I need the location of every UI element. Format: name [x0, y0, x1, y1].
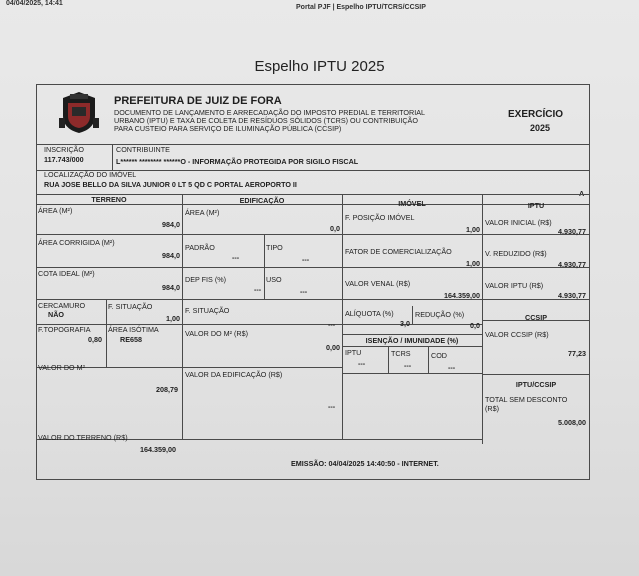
col-line [388, 346, 389, 373]
imovel-reducao-label: REDUÇÃO (%) [415, 310, 465, 319]
city-coat-of-arms-logo [59, 90, 99, 134]
section-iptu: IPTU [527, 201, 545, 210]
section-iptu-ccsip: IPTU/CCSIP [515, 380, 557, 389]
header-desc-3: PARA CUSTEIO PARA SERVIÇO DE ILUMINAÇÃO PÚBLICA (CCSIP) [114, 124, 342, 133]
isencao-tcrs-value: --- [404, 361, 412, 370]
localizacao-label: LOCALIZAÇÃO DO IMÓVEL [44, 170, 137, 179]
ccsip-valor-value: 77,23 [568, 349, 586, 358]
contribuinte-label: CONTRIBUINTE [116, 145, 170, 154]
edificacao-tipo-label: TIPO [266, 243, 283, 252]
border-bottom [36, 479, 590, 480]
isencao-iptu-value: --- [358, 359, 366, 368]
col-line [182, 194, 183, 439]
edificacao-f-situacao-value: --- [328, 320, 336, 329]
edificacao-valor-label: VALOR DA EDIFICAÇÃO (R$) [185, 370, 283, 379]
edificacao-area-value: 0,0 [330, 224, 340, 233]
terreno-cercamuro-label: CERCAMURO [38, 301, 86, 310]
imovel-f-posicao-value: 1,00 [466, 225, 480, 234]
edificacao-valor-m2-label: VALOR DO M² (R$) [185, 329, 248, 338]
terreno-cota-ideal-label: COTA IDEAL (M²) [38, 269, 95, 278]
terreno-area-corrigida-label: ÁREA CORRIGIDA (M²) [38, 238, 115, 247]
imovel-aliquota-label: ALÍQUOTA (%) [345, 309, 394, 318]
terreno-f-situacao-value: 1,00 [166, 314, 180, 323]
col-line [428, 346, 429, 373]
terreno-f-topografia-value: 0,80 [88, 335, 102, 344]
emissao: EMISSÃO: 04/04/2025 14:40:50 - INTERNET. [291, 459, 439, 468]
document-title: Espelho IPTU 2025 [254, 58, 385, 75]
section-imovel: IMÓVEL [398, 199, 426, 208]
edificacao-padrao-value: --- [232, 253, 240, 262]
col-line [342, 194, 343, 439]
row-line [342, 334, 482, 335]
imovel-valor-venal-value: 164.359,00 [444, 291, 480, 300]
terreno-valor-m2-label: VALOR DO M² [38, 363, 85, 372]
total-label-2: (R$) [485, 404, 499, 413]
col-line [264, 234, 265, 299]
terreno-cota-ideal-value: 984,0 [162, 283, 180, 292]
terreno-valor-m2-value: 208,79 [156, 385, 178, 394]
inscricao-value: 117.743/000 [44, 155, 84, 164]
edificacao-area-label: ÁREA (M²) [185, 208, 220, 217]
iptu-valor-iptu-value: 4.930,77 [558, 291, 586, 300]
contribuinte-value: L****** ******** ******O - INFORMAÇÃO PROTEGIDA POR SIGILO FISCAL [116, 157, 359, 166]
col-line [106, 299, 107, 367]
edificacao-dep-fis-value: --- [254, 285, 262, 294]
border-top [36, 84, 590, 85]
imovel-f-posicao-label: F. POSIÇÃO IMÓVEL [345, 213, 415, 222]
isencao-cod-label: COD [431, 351, 447, 360]
edificacao-dep-fis-label: DEP FIS (%) [185, 275, 227, 284]
terreno-valor-label: VALOR DO TERRENO (R$) [38, 433, 128, 442]
ccsip-valor-label: VALOR CCSIP (R$) [485, 330, 549, 339]
header-desc-1: DOCUMENTO DE LANÇAMENTO E ARRECADAÇÃO DO IMPOSTO PREDIAL E TERRITORIAL [114, 108, 425, 117]
col-line [412, 306, 413, 324]
exercicio-value: 2025 [530, 123, 551, 133]
edificacao-uso-value: --- [300, 287, 308, 296]
section-terreno: TERRENO [91, 195, 127, 204]
terreno-area-isotima-value: RE658 [120, 335, 142, 344]
inscricao-label: INSCRIÇÃO [44, 145, 84, 154]
iptu-valor-iptu-label: VALOR IPTU (R$) [485, 281, 544, 290]
header-desc-2: URBANO (IPTU) E TAXA DE COLETA DE RESÍDUOS SÓLIDOS (TCRS) OU CONTRIBUIÇÃO [114, 116, 418, 125]
edificacao-valor-value: --- [328, 402, 336, 411]
col-line [112, 144, 113, 170]
iptu-valor-inicial-value: 4.930,77 [558, 227, 586, 236]
terreno-cercamuro-value: NÃO [48, 310, 64, 319]
iptu-document [36, 84, 590, 480]
section-edificacao: EDIFICAÇÃO [239, 196, 285, 205]
edificacao-tipo-value: --- [302, 255, 310, 264]
terreno-area-label: ÁREA (M²) [38, 206, 73, 215]
iptu-v-reduzido-label: V. REDUZIDO (R$) [485, 249, 547, 258]
row-line [342, 373, 482, 374]
browser-datetime: 04/04/2025, 14:41 [6, 0, 63, 7]
imovel-reducao-value: 0,0 [470, 321, 480, 330]
edificacao-f-situacao-label: F. SITUAÇÃO [185, 306, 230, 315]
isencao-cod-value: --- [448, 363, 456, 372]
imovel-valor-venal-label: VALOR VENAL (R$) [345, 279, 411, 288]
row-line [342, 346, 482, 347]
terreno-f-situacao-label: F. SITUAÇÃO [108, 302, 153, 311]
terreno-f-topografia-label: F.TOPOGRAFIA [38, 325, 91, 334]
imovel-fator-comercializacao-value: 1,00 [466, 259, 480, 268]
total-label-1: TOTAL SEM DESCONTO [485, 395, 568, 404]
localizacao-value: RUA JOSE BELLO DA SILVA JUNIOR 0 LT 5 QD C PORTAL AEROPORTO II [44, 180, 297, 189]
iptu-valor-inicial-label: VALOR INICIAL (R$) [485, 218, 552, 227]
total-value: 5.008,00 [558, 418, 586, 427]
iptu-v-reduzido-value: 4.930,77 [558, 260, 586, 269]
org-name: PREFEITURA DE JUIZ DE FORA [114, 95, 282, 107]
section-ccsip: CCSIP [525, 313, 547, 322]
terreno-valor-value: 164.359,00 [140, 445, 176, 454]
terreno-area-value: 984,0 [162, 220, 180, 229]
imovel-aliquota-value: 3,0 [400, 319, 410, 328]
edificacao-padrao-label: PADRÃO [185, 243, 215, 252]
terreno-area-isotima-label: ÁREA ISÓTIMA [108, 325, 159, 334]
row-line [482, 374, 590, 375]
edificacao-uso-label: USO [266, 275, 282, 284]
isencao-tcrs-label: TCRS [391, 349, 411, 358]
isencao-label: ISENÇÃO / IMUNIDADE (%) [365, 336, 459, 345]
browser-tab-title: Portal PJF | Espelho IPTU/TCRS/CCSIP [296, 4, 426, 11]
edificacao-valor-m2-value: 0,00 [326, 343, 340, 352]
imovel-fator-comercializacao-label: FATOR DE COMERCIALIZAÇÃO [345, 247, 452, 256]
exercicio-label: EXERCÍCIO [508, 109, 564, 120]
row-line [36, 324, 482, 325]
terreno-area-corrigida-value: 984,0 [162, 251, 180, 260]
isencao-iptu-label: IPTU [345, 348, 362, 357]
